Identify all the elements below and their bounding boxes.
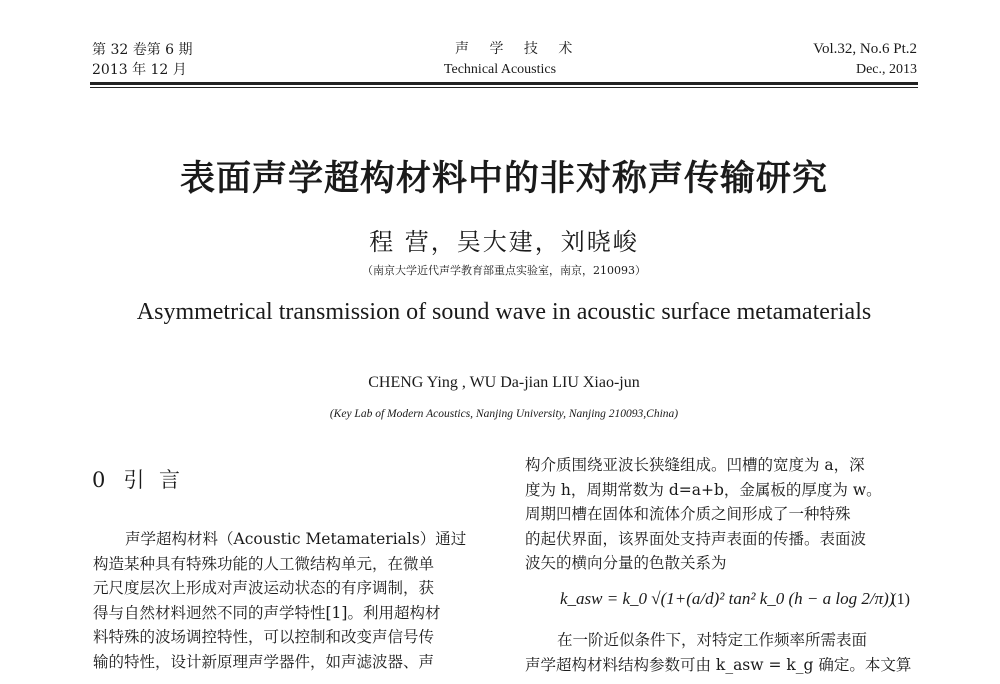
authors-english: CHENG Ying , WU Da-jian LIU Xiao-jun <box>368 374 640 391</box>
header-volume-issue: 第 32 卷第 6 期 <box>92 42 193 58</box>
paragraph-line: 声学超构材料结构参数可由 k_asw = k_g 确定。本文算 <box>525 655 912 674</box>
title-english: Asymmetrical transmission of sound wave in acoustic surface metamaterials <box>136 299 872 325</box>
paragraph-line: 元尺度层次上形成对声波运动状态的有序调制，获 <box>93 579 435 597</box>
header-rule-thin <box>90 87 918 88</box>
equation-body: k_asw = k_0 √(1+(a/d)² tan² k_0 (h − a log 2/π)) <box>560 589 895 608</box>
header-rule <box>90 82 918 85</box>
section-title: 引 言 <box>123 468 185 492</box>
left-column <box>93 527 491 674</box>
header-date-en: Dec., 2013 <box>855 62 917 77</box>
paragraph-line: 得与自然材料迥然不同的声学特性[1]。利用超构材 <box>93 603 441 622</box>
authors-chinese: 程 营，吴大建，刘晓峻 <box>369 228 639 256</box>
affiliation-english: (Key Lab of Modern Acoustics, Nanjing University, Nanjing 210093,China) <box>329 408 679 420</box>
paragraph-line: 波矢的横向分量的色散关系为 <box>525 554 727 572</box>
right-column-continued <box>525 628 918 677</box>
paragraph-line: 输的特性，设计新原理声学器件，如声滤波器、声 <box>93 652 435 671</box>
paragraph-line: 度为 h，周期常数为 d=a+b，金属板的厚度为 w。 <box>525 480 882 499</box>
header-journal-name: 声 学 技 术 <box>455 41 581 57</box>
paragraph-line: 构介质围绕亚波长狭缝组成。凹槽的宽度为 a，深 <box>525 456 865 474</box>
paragraph-line: 构造某种具有特殊功能的人工微结构单元，在微单 <box>93 554 435 573</box>
paragraph-line: 料特殊的波场调控特性，可以控制和改变声信号传 <box>93 628 435 646</box>
affiliation-chinese: （南京大学近代声学教育部重点实验室，南京，210093） <box>362 264 646 277</box>
header-journal-name-en: Technical Acoustics <box>443 62 557 77</box>
section-heading <box>92 464 184 494</box>
paragraph-line: 的起伏界面，该界面处支持声表面的传播。表面波 <box>525 529 867 548</box>
header-date: 2013 年 12 月 <box>92 62 187 78</box>
right-column <box>525 453 918 576</box>
section-number: 0 <box>92 468 110 492</box>
paragraph-line: 周期凹槽在固体和流体介质之间形成了一种特殊 <box>525 505 851 523</box>
paragraph-line: 声学超构材料（Acoustic Metamaterials）通过 <box>125 530 467 548</box>
equation-number: (1) <box>891 591 910 608</box>
title-chinese: 表面声学超构材料中的非对称声传输研究 <box>179 159 828 199</box>
paragraph-line: 在一阶近似条件下，对特定工作频率所需表面 <box>557 631 868 649</box>
header-volume-issue-en: Vol.32, No.6 Pt.2 <box>813 41 917 57</box>
equation <box>560 585 920 619</box>
